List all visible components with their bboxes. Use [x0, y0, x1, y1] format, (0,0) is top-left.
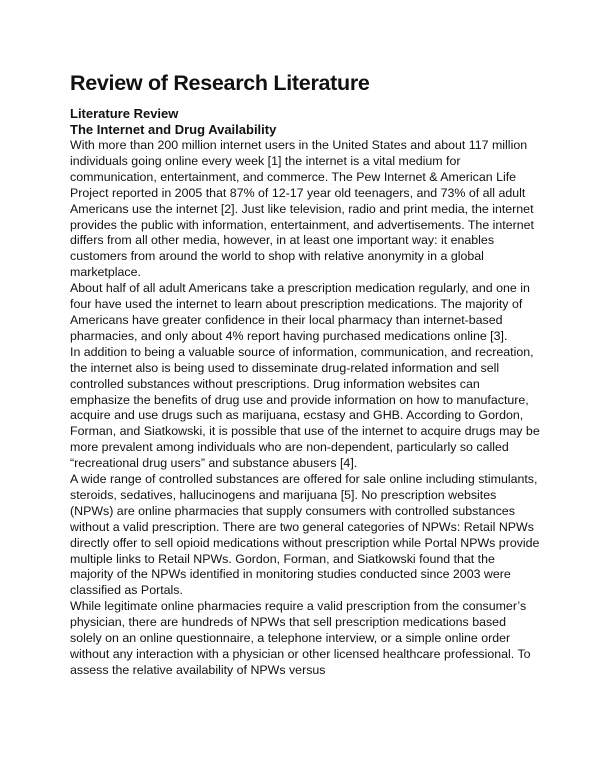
document-body [70, 70, 540, 679]
paragraph: In addition to being a valuable source of information, communication, and recreation, the internet also is being used to disseminate drug-related information and sell controlled substances without prescriptions. Drug information websites can emphasize the benefits of drug use and provide information on how to manufacture, acquire and use drugs such as marijuana, ecstasy and GHB. According to Gordon, Forman, and Siatkowski, it is possible that use of the internet to acquire drugs may be more prevalent among individuals who are non-dependent, particularly so called “recreational drug users” and substance abusers [4]. [70, 344, 540, 471]
document-title: Review of Research Literature [70, 71, 370, 95]
section-heading: Literature Review [70, 106, 179, 121]
paragraph: About half of all adult Americans take a prescription medication regularly, and one in four have used the internet to learn about prescription medications. The majority of Americans have greater confidence in their local pharmacy than internet-based pharmacies, and only about 4% report having purchased medications online [3]. [70, 281, 530, 343]
paragraph: While legitimate online pharmacies require a valid prescription from the consumer’s physician, there are hundreds of NPWs that sell prescription medications based solely on an online questionnaire, a telephone interview, or a simple online order without any interaction with a physician or other licensed healthcare professional. To assess the relative availability of NPWs versus [70, 599, 531, 677]
paragraph: A wide range of controlled substances are offered for sale online including stimulants, steroids, sedatives, hallucinogens and marijuana [5]. No prescription websites (NPWs) are online pharmacies that supply consumers with controlled substances without a valid prescription. There are two general categories of NPWs: Retail NPWs directly offer to sell opioid medications without prescription while Portal NPWs provide multiple links to Retail NPWs. Gordon, Forman, and Siatkowski found that the majority of the NPWs identified in monitoring studies conducted since 2003 were classified as Portals. [70, 472, 540, 598]
subsection-heading: The Internet and Drug Availability [70, 122, 277, 137]
paragraph: With more than 200 million internet users in the United States and about 117 million individuals going online every week [1] the internet is a vital medium for communication, entertainment, and commerce. The Pew Internet & American Life Project reported in 2005 that 87% of 12-17 year old teenagers, and 73% of all adult Americans use the internet [2]. Just like television, radio and print media, the internet provides the public with information, entertainment, and advertisements. The internet differs from all other media, however, in at least one important way: it enables customers from around the world to shop with relative anonymity in a global marketplace. [70, 138, 534, 280]
